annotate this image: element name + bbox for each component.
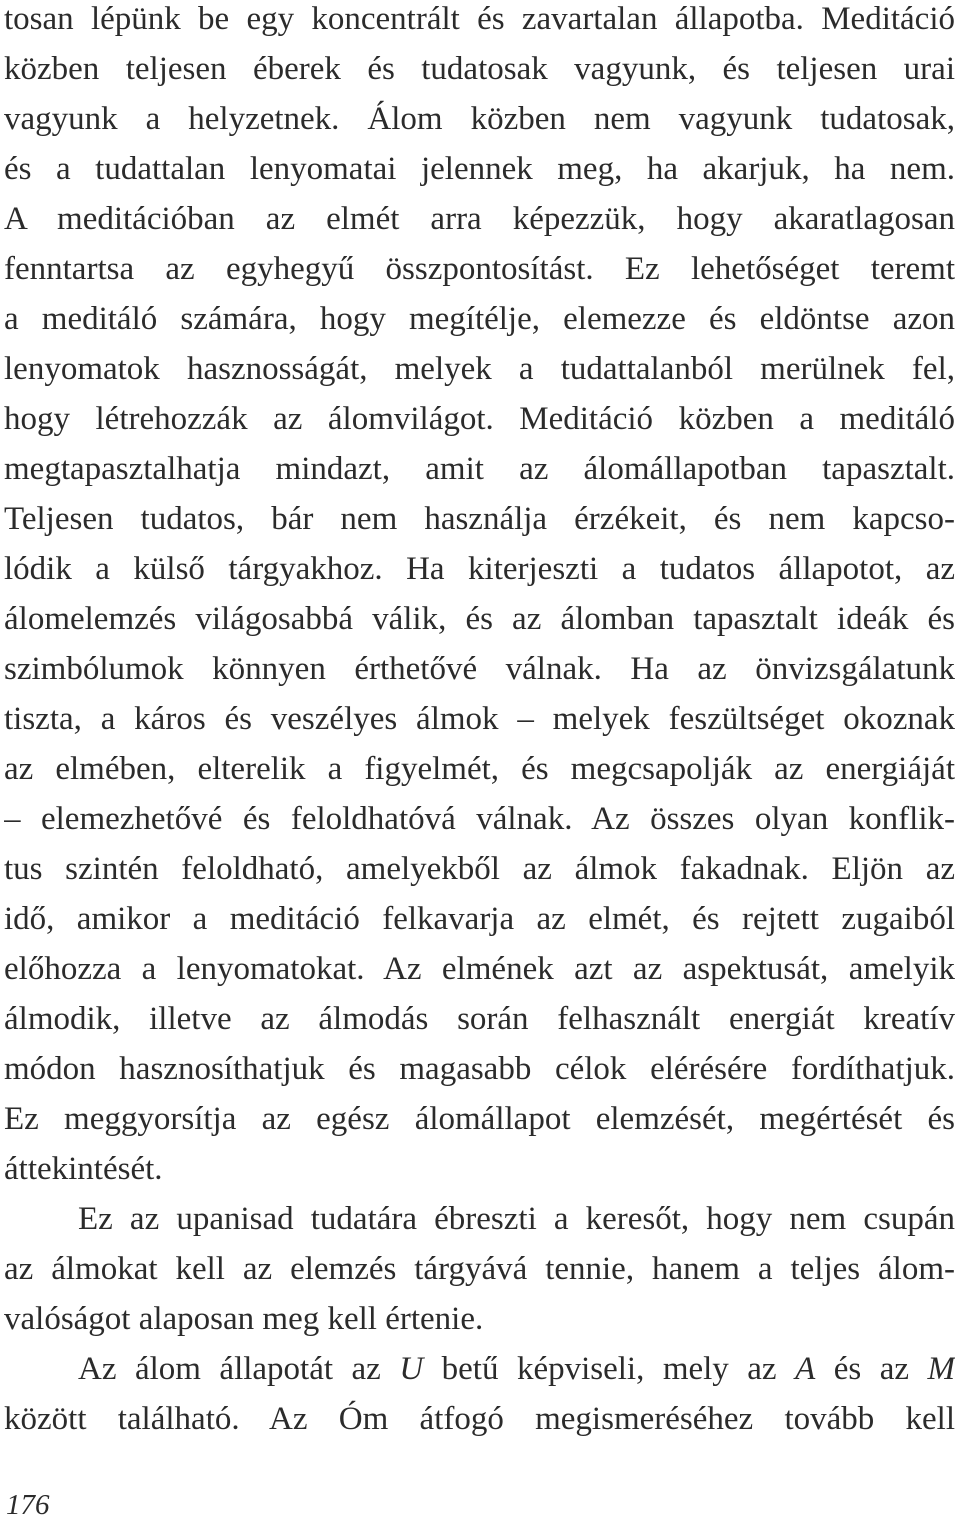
text-line: tus szintén feloldható, amelyekből az álmok fakadnak. Eljön az — [4, 851, 955, 887]
text-line: az elmében, elterelik a figyelmét, és megcsapolják az energiáját — [4, 751, 955, 787]
text-line: hogy létrehozzák az álomvilágot. Meditáció közben a meditáló — [4, 401, 955, 437]
text-line: szimbólumok könnyen érthetővé válnak. Ha az önvizsgálatunk — [4, 651, 955, 687]
text-line: idő, amikor a meditáció felkavarja az elmét, és rejtett zugaiból — [4, 901, 955, 937]
text-line: az álmokat kell az elemzés tárgyává tennie, hanem a teljes álom- — [4, 1251, 955, 1287]
text-line: módon hasznosíthatjuk és magasabb célok elérésére fordíthatjuk. — [4, 1051, 955, 1087]
text-line: áttekintését. — [4, 1151, 163, 1187]
text-line: megtapasztalhatja mindazt, amit az álomállapotban tapasztalt. — [4, 451, 955, 487]
italic-letter-m: M — [927, 1351, 955, 1387]
text-line: álomelemzés világosabbá válik, és az álomban tapasztalt ideák és — [4, 601, 955, 637]
text-line: fenntartsa az egyhegyű összpontosítást. Ez lehetőséget teremt — [4, 251, 955, 287]
text-line: valóságot alaposan meg kell értenie. — [4, 1301, 484, 1337]
text-line: lenyomatok hasznosságát, melyek a tudattalanból merülnek fel, — [4, 351, 955, 387]
text-line: Teljesen tudatos, bár nem használja érzékeit, és nem kapcso- — [4, 501, 955, 537]
text-line: a meditáló számára, hogy megítélje, elemezze és eldöntse azon — [4, 301, 955, 337]
text-line: vagyunk a helyzetnek. Álom közben nem vagyunk tudatosak, — [4, 101, 955, 137]
text-line: Ez az upanisad tudatára ébreszti a keresőt, hogy nem csupán — [78, 1201, 955, 1237]
page-body — [4, 0, 955, 1444]
italic-letter-a: A — [795, 1351, 816, 1387]
text-line: közben teljesen éberek és tudatosak vagyunk, és teljesen urai — [4, 51, 955, 87]
text-line: és a tudattalan lenyomatai jelennek meg, ha akarjuk, ha nem. — [4, 151, 955, 187]
text-line: – elemezhetővé és feloldhatóvá válnak. Az összes olyan konflik- — [4, 801, 955, 837]
text-line: tosan lépünk be egy koncentrált és zavartalan állapotba. Meditáció — [4, 1, 955, 37]
text-line: Ez meggyorsítja az egész álomállapot elemzését, megértését és — [4, 1101, 955, 1137]
text-line: előhozza a lenyomatokat. Az elmének azt az aspektusát, amelyik — [4, 951, 955, 987]
text-fragment: Az álom állapotát az — [78, 1351, 400, 1387]
text-line: lódik a külső tárgyakhoz. Ha kiterjeszti a tudatos állapotot, az — [4, 551, 955, 587]
text-line: között található. Az Óm átfogó megismeréséhez tovább kell — [4, 1401, 955, 1437]
text-line: tiszta, a káros és veszélyes álmok – melyek feszültséget okoznak — [4, 701, 955, 737]
text-line: A meditációban az elmét arra képezzük, hogy akaratlagosan — [4, 201, 955, 237]
text-fragment: betű képviseli, mely az — [423, 1351, 796, 1387]
italic-letter-u: U — [399, 1351, 424, 1387]
text-line: álmodik, illetve az álmodás során felhasznált energiát kreatív — [4, 1001, 955, 1037]
text-line — [4, 1344, 955, 1394]
page-number: 176 — [6, 1489, 50, 1521]
text-fragment: és az — [815, 1351, 928, 1387]
